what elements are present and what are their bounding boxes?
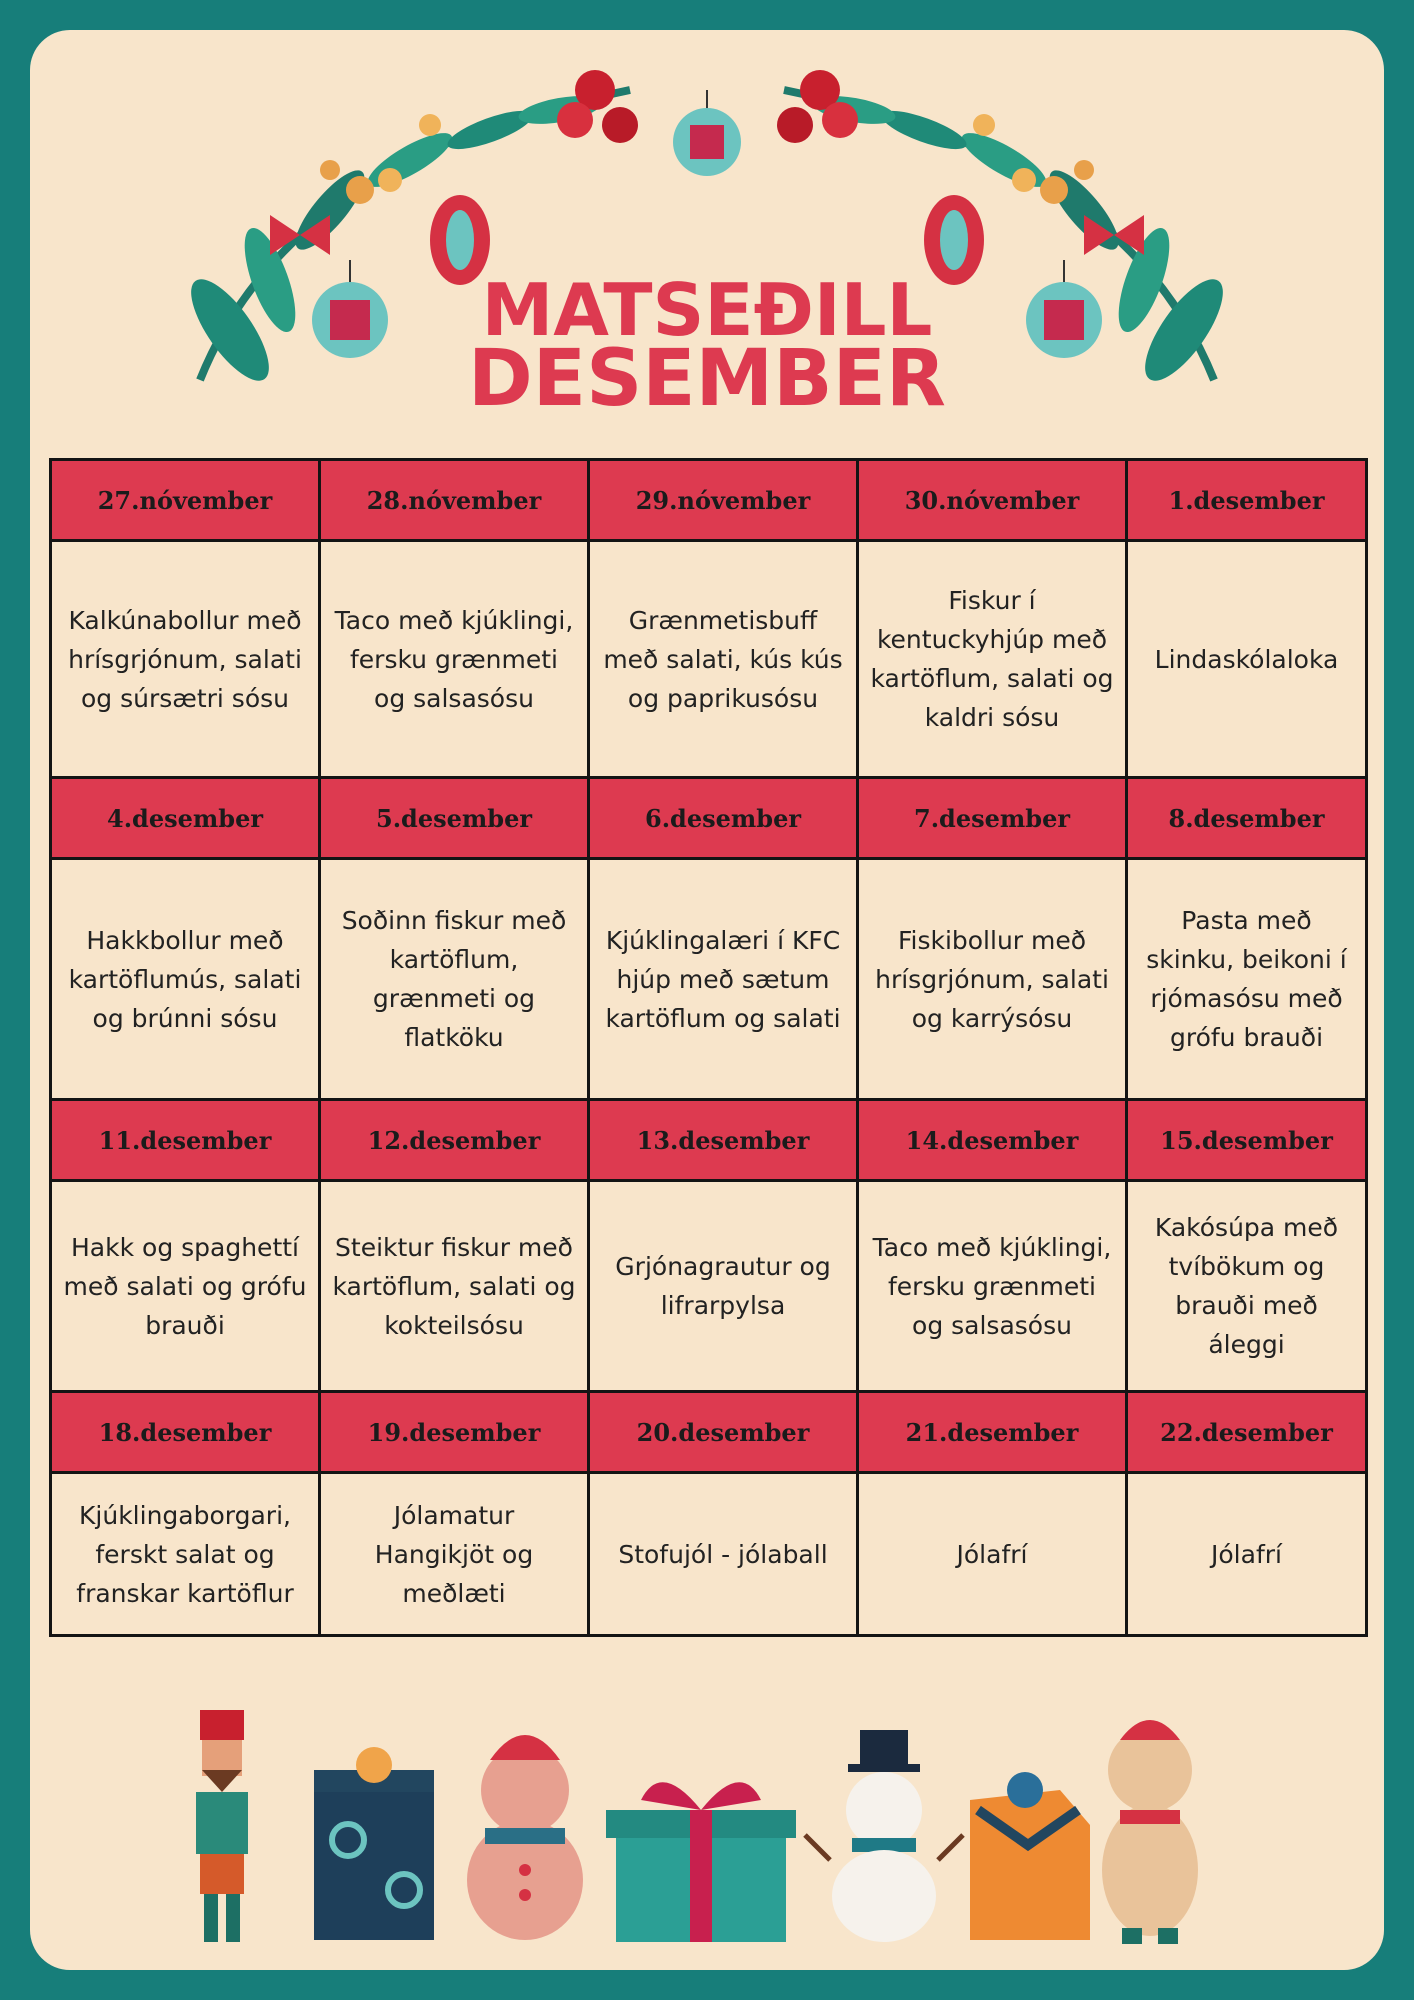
- title-line1: MATSEÐILL: [481, 268, 933, 352]
- garland-decoration: [30, 30, 1384, 450]
- ornament-center: [673, 90, 741, 176]
- meal-cell: Grænmetisbuff með salati, kús kús og paprikusósu: [589, 541, 858, 778]
- date-row: [51, 1100, 1367, 1181]
- meal-cell: Kalkúnabollur með hrísgrjónum, salati og súrsætri sósu: [51, 541, 320, 778]
- meal-cell: Steiktur fiskur með kartöflum, salati og kokteilsósu: [320, 1181, 589, 1392]
- nutcracker-icon: [196, 1710, 248, 1942]
- date-cell: 20.desember: [589, 1392, 858, 1473]
- teddy-bear-icon: [467, 1735, 583, 1940]
- date-cell: 18.desember: [51, 1392, 320, 1473]
- date-cell: 19.desember: [320, 1392, 589, 1473]
- date-row: [51, 778, 1367, 859]
- meal-cell: Pasta með skinku, beikoni í rjómasósu með grófu brauði: [1127, 859, 1367, 1100]
- meal-cell: Kakósúpa með tvíbökum og brauði með áleggi: [1127, 1181, 1367, 1392]
- meal-row: [51, 541, 1367, 778]
- gift-box-icon: [314, 1747, 434, 1940]
- meal-cell: Fiskur í kentuckyhjúp með kartöflum, salati og kaldri sósu: [858, 541, 1127, 778]
- date-cell: 12.desember: [320, 1100, 589, 1181]
- date-cell: 11.desember: [51, 1100, 320, 1181]
- date-cell: 13.desember: [589, 1100, 858, 1181]
- meal-cell: Kjúklingaborgari, ferskt salat og franskar kartöflur: [51, 1473, 320, 1636]
- date-cell: 4.desember: [51, 778, 320, 859]
- date-cell: 30.nóvember: [858, 460, 1127, 541]
- meal-row: [51, 1181, 1367, 1392]
- date-cell: 14.desember: [858, 1100, 1127, 1181]
- menu-table: [49, 458, 1368, 1637]
- meal-cell: Hakkbollur með kartöflumús, salati og brúnni sósu: [51, 859, 320, 1100]
- date-cell: 22.desember: [1127, 1392, 1367, 1473]
- meal-row: [51, 1473, 1367, 1636]
- meal-cell: Taco með kjúklingi, fersku grænmeti og salsasósu: [858, 1181, 1127, 1392]
- meal-cell: Stofujól - jólaball: [589, 1473, 858, 1636]
- date-row: [51, 460, 1367, 541]
- bear-waving-icon: [1102, 1720, 1198, 1944]
- gift-bag-icon: [970, 1772, 1090, 1940]
- meal-cell: Grjónagrautur og lifrarpylsa: [589, 1181, 858, 1392]
- date-cell: 7.desember: [858, 778, 1127, 859]
- date-cell: 28.nóvember: [320, 460, 589, 541]
- meal-cell: Hakk og spaghettí með salati og grófu brauði: [51, 1181, 320, 1392]
- meal-cell: Lindaskólaloka: [1127, 541, 1367, 778]
- meal-cell: Jólafrí: [858, 1473, 1127, 1636]
- meal-cell: Taco með kjúklingi, fersku grænmeti og salsasósu: [320, 541, 589, 778]
- meal-cell: Fiskibollur með hrísgrjónum, salati og karrýsósu: [858, 859, 1127, 1100]
- meal-cell: Jólamatur Hangikjöt og meðlæti: [320, 1473, 589, 1636]
- meal-row: [51, 859, 1367, 1100]
- date-cell: 27.nóvember: [51, 460, 320, 541]
- date-cell: 8.desember: [1127, 778, 1367, 859]
- date-row: [51, 1392, 1367, 1473]
- meal-cell: Soðinn fiskur með kartöflum, grænmeti og flatköku: [320, 859, 589, 1100]
- date-cell: 15.desember: [1127, 1100, 1367, 1181]
- holiday-figures-decoration: [30, 1670, 1384, 1970]
- present-icon: [606, 1782, 796, 1942]
- meal-cell: Jólafrí: [1127, 1473, 1367, 1636]
- date-cell: 1.desember: [1127, 460, 1367, 541]
- meal-cell: Kjúklingalæri í KFC hjúp með sætum kartöflum og salati: [589, 859, 858, 1100]
- date-cell: 21.desember: [858, 1392, 1127, 1473]
- date-cell: 5.desember: [320, 778, 589, 859]
- date-cell: 29.nóvember: [589, 460, 858, 541]
- date-cell: 6.desember: [589, 778, 858, 859]
- snowman-icon: [805, 1730, 963, 1942]
- title-line2: DESEMBER: [468, 334, 946, 424]
